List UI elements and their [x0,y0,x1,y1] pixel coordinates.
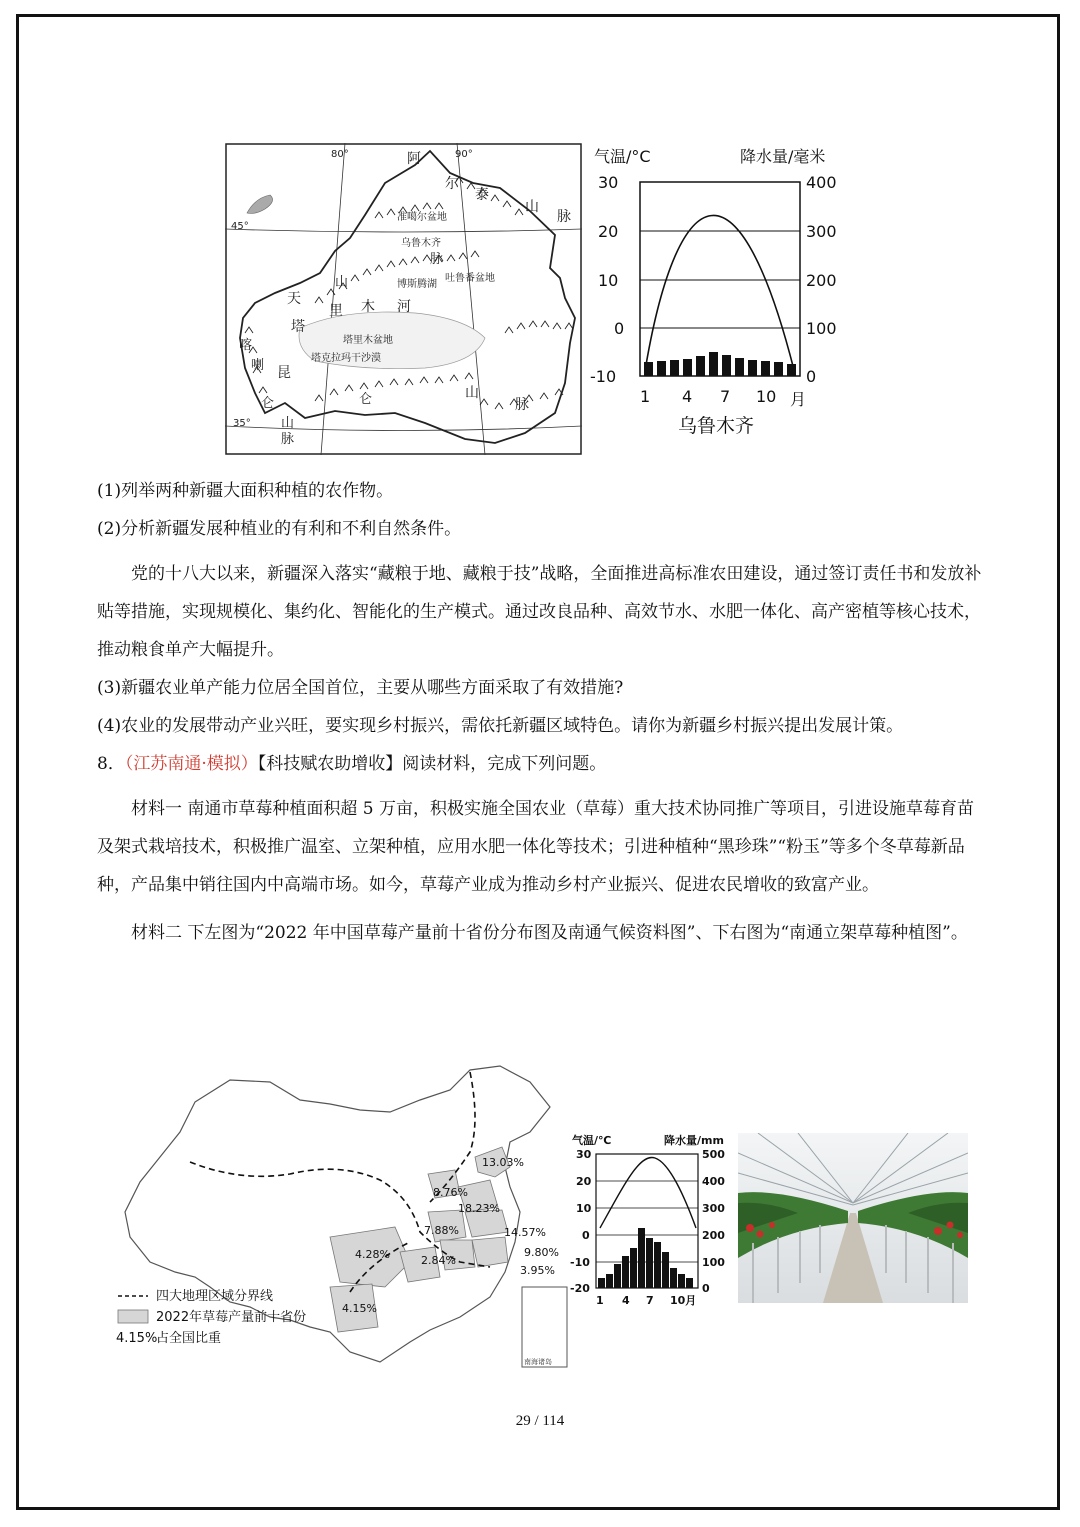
map-label-shan2: 山 [335,275,349,290]
province-percent: 4.15% [342,1302,377,1315]
urumqi-precip-bar [787,364,796,376]
climate1-right-tick: 200 [806,271,837,290]
nantong-precip-bar [598,1278,605,1288]
province-percent: 8.76% [433,1186,468,1199]
nantong-precip-bar [662,1252,669,1288]
climate1-right-axis-title: 降水量/毫米 [740,147,826,166]
nantong-precip-bar [622,1256,629,1288]
map-label-mai2: 脉 [430,252,444,267]
question-8-header [97,749,987,780]
question-8-title: 【科技赋农助增收】阅读材料，完成下列问题。 [257,754,607,774]
material-2: 材料二 下左图为“2022 年中国草莓产量前十省份分布图及南通气候资料图”、下右图为“南通立架草莓种植图”。 [131,923,968,943]
map-label-mai1: 脉 [557,209,571,225]
nantong-precip-bar [678,1274,685,1288]
nantong-precip-bar [670,1268,677,1288]
climate2-x-tick: 7 [646,1294,654,1307]
climate2-left-axis-title: 气温/℃ [572,1134,612,1147]
climate1-right-tick: 100 [806,319,837,338]
urumqi-precip-bar [748,360,757,376]
nantong-precip-bar [606,1274,613,1288]
province-percent: 2.84% [421,1254,456,1267]
province-percent: 18.23% [458,1202,500,1215]
xinjiang-map [225,143,582,455]
climate1-left-tick: 0 [614,319,625,338]
climate1-right-tick: 300 [806,222,837,241]
urumqi-precip-bar [722,355,731,376]
urumqi-climate-chart [588,140,868,440]
map-label-kun2: 仑 [261,396,275,411]
nantong-precip-bar [614,1264,621,1288]
china-strawberry-map [110,1062,570,1372]
map-label-taklamakan: 塔克拉玛干沙漠 [311,353,381,364]
climate1-x-unit: 月 [790,390,807,409]
question-8-source-tag: （江苏南通·模拟） [124,754,258,774]
nantong-precip-bar [654,1242,661,1288]
map-label-ka: 喀 [239,338,253,353]
climate2-left-tick: 0 [582,1229,590,1242]
paragraph-xinjiang: 党的十八大以来，新疆深入落实“藏粮于地、藏粮于技”战略，全面推进高标准农田建设，通过签订责任书和发放补贴等措施，实现规模化、集约化、智能化的生产模式。通过改良品种、高效节水、水肥一体化、高产密植等核心技术，推动粮食单产大幅提升。 [97,564,982,660]
material-1: 材料一 南通市草莓种植面积超 5 万亩，积极实施全国农业（草莓）重大技术协同推广等项目，引进设施草莓育苗及架式栽培技术，积极推广温室、立架种植，应用水肥一体化等技术；引进种植种“黑珍珠”“粉玉”等多个冬草莓新品种，产品集中销往国内中高端市场。如今，草莓产业成为推动乡村产业振兴、促进农民增收的致富产业。 [97,799,975,895]
province-percent: 9.80% [524,1246,559,1259]
map-label-shan3: 山 [281,416,295,431]
map-label-shan4: 山 [465,385,479,401]
legend-pct-sample: 4.15% [116,1331,158,1346]
climate2-right-tick: 500 [702,1148,725,1161]
map-label-mai4: 脉 [515,397,529,413]
urumqi-precip-bar [761,361,770,376]
nantong-precip-bar [646,1238,653,1288]
legend-boundary-label: 四大地理区域分界线 [156,1289,274,1304]
climate2-right-tick: 100 [702,1256,725,1269]
climate2-right-tick: 0 [702,1282,710,1295]
legend-fill-label: 2022年草莓产量前十省份 [156,1310,307,1325]
question-7-1: (1)列举两种新疆大面积种植的农作物。 [97,481,394,501]
province-percent: 7.88% [424,1224,459,1237]
nantong-precip-bar [686,1278,693,1288]
climate2-right-tick: 300 [702,1202,725,1215]
map-label-tian: 天 [287,291,301,307]
climate1-left-tick: 30 [598,173,619,192]
page-number: 29 / 114 [515,1413,565,1429]
urumqi-precip-bar [735,358,744,376]
climate2-x-tick: 10月 [670,1294,697,1307]
climate1-x-tick: 7 [720,387,731,406]
climate1-x-tick: 1 [640,387,651,406]
climate1-station-name: 乌鲁木齐 [678,415,755,437]
climate2-x-tick: 4 [622,1294,630,1307]
climate1-left-axis-title: 气温/°C [594,147,651,166]
province-percent: 3.95% [520,1264,555,1277]
urumqi-precip-bar [657,361,666,376]
climate1-left-tick: 20 [598,222,619,241]
climate2-left-tick: 30 [576,1148,592,1161]
greenhouse-strawberry-photo [738,1133,968,1303]
climate2-right-axis-title: 降水量/mm [664,1134,724,1147]
province-percent: 13.03% [482,1156,524,1169]
map-label-tarim: 塔里木盆地 [343,335,393,346]
question-7-4: (4)农业的发展带动产业兴旺，要实现乡村振兴，需依托新疆区域特色。请你为新疆乡村振兴提出发展计策。 [97,716,904,736]
urumqi-precip-bar [696,356,705,376]
map-lat45-label: 45° [231,221,249,232]
climate2-left-tick: 10 [576,1202,592,1215]
climate2-left-tick: -20 [570,1282,590,1295]
climate1-right-tick: 400 [806,173,837,192]
climate2-left-tick: 20 [576,1175,592,1188]
map-label-lun: 仑 [359,392,373,407]
map-label-junggar: 准噶尔盆地 [397,212,447,223]
map-label-tai: 泰 [475,187,489,203]
map-label-a: 阿 [407,151,421,167]
map-lon80-label: 80° [331,149,349,160]
province-percent: 4.28% [355,1248,390,1261]
province-zhejiang [472,1237,508,1267]
province-percent: 14.57% [504,1226,546,1239]
map-label-ta: 塔 [291,319,305,335]
south-china-sea-inset-label: 南海诸岛 [524,1358,552,1366]
nantong-precip-bar [638,1228,645,1288]
map-label-li: 里 [329,303,343,319]
map-lat35-label: 35° [233,418,251,429]
map-label-turpan: 吐鲁番盆地 [445,273,495,284]
map-label-la: 喇 [251,358,265,373]
urumqi-precip-bar [670,360,679,376]
map-label-he: 河 [397,299,411,315]
climate2-left-tick: -10 [570,1256,590,1269]
map-label-urumqi: 乌鲁木齐 [401,238,441,249]
urumqi-precip-bar [644,362,653,376]
climate2-right-tick: 400 [702,1175,725,1188]
climate1-right-tick: 0 [806,367,817,386]
question-7-3: (3)新疆农业单产能力位居全国首位，主要从哪些方面采取了有效措施? [97,678,624,698]
question-8-number: 8． [97,754,125,774]
map-label-bosten: 博斯腾湖 [397,279,437,290]
nantong-precip-bar [630,1248,637,1288]
map-label-kun: 昆 [277,365,291,381]
map-label-mu: 木 [361,299,375,315]
climate1-left-tick: 10 [598,271,619,290]
climate2-right-tick: 200 [702,1229,725,1242]
map-label-shan1: 山 [525,199,539,215]
climate1-x-tick: 4 [682,387,693,406]
question-7-2: (2)分析新疆发展种植业的有利和不利自然条件。 [97,519,462,539]
urumqi-precip-bar [774,362,783,376]
map-label-er: 尔 [445,176,459,192]
climate1-left-tick: -10 [590,367,617,386]
climate2-x-tick: 1 [596,1294,604,1307]
map-label-mai3: 脉 [281,432,295,447]
question-block-7 [97,476,987,952]
urumqi-precip-bar [709,352,718,376]
urumqi-precip-bar [683,359,692,376]
map-lon90-label: 90° [455,149,473,160]
nantong-climate-chart [570,1128,740,1308]
legend-pct-label: 占全国比重 [156,1331,222,1346]
climate1-x-tick: 10 [756,387,777,406]
